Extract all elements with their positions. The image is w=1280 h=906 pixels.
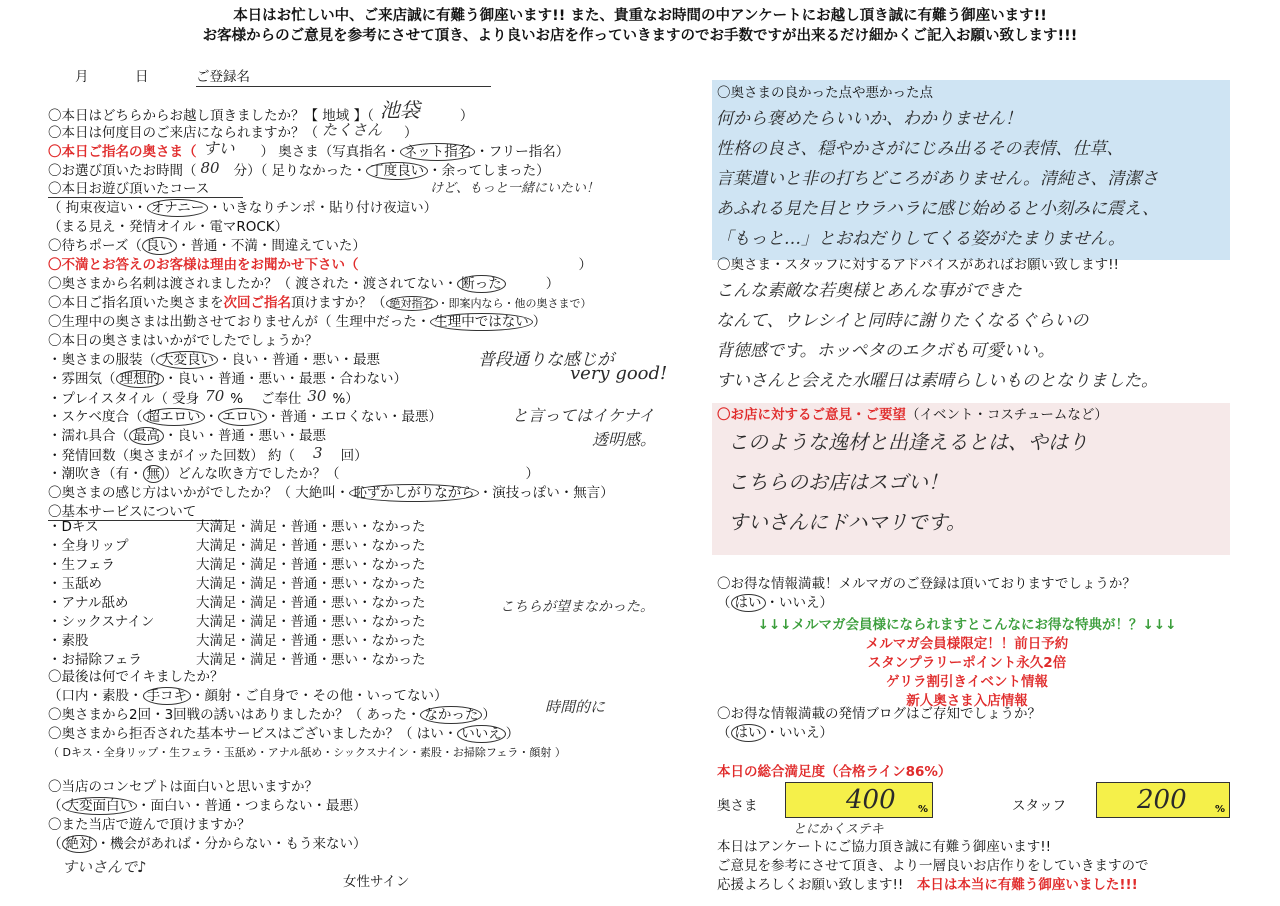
selected-mail: はい: [731, 594, 766, 612]
note-again: すいさんで♪: [62, 858, 147, 876]
good-bad-line: あふれる見た目とウラハラに感じ始めると小刻みに震え、: [716, 199, 1160, 219]
good-bad-title: 〇奥さまの良かった点や悪かった点: [717, 85, 933, 101]
day-label: 日: [135, 69, 149, 85]
answer-girl: すい: [202, 139, 235, 158]
service-name: ・全身リップ: [48, 538, 129, 554]
q-how: 〇本日の奥さまはいかがでしたでしょうか？: [48, 333, 318, 349]
okusama-score: 400: [846, 785, 896, 815]
service-choice: 大満足・満足・普通・悪い・なかった: [196, 614, 426, 630]
blog-question: 〇お得な情報満載の発情ブログはご存知でしょうか？: [717, 706, 1041, 722]
staff-score-box: [1096, 782, 1230, 818]
good-bad-line: 言葉遣いと非の打ちどころがありません。清純さ、清潔さ: [716, 169, 1159, 189]
advice-line: こんな素敵な若奥様とあんな事ができた: [716, 281, 1022, 301]
selected-card: 断った: [457, 275, 506, 293]
selected-lewd-2: エロい: [218, 408, 267, 426]
service-row: [48, 613, 426, 631]
good-bad-line: 性格の良さ、穏やかさがにじみ出るその表情、仕草、: [716, 139, 1124, 159]
selected-pose: 良い: [142, 237, 177, 255]
q-area: 〇本日はどちらからお越し頂きましたか？【 地域 】（ 池袋 ）: [48, 98, 474, 124]
note-lewd-2: 透明感。: [592, 430, 657, 449]
selected-period: 生理中ではない: [430, 313, 533, 331]
q-style: ・プレイスタイル（ 受身 70 % ご奉仕 30 %）: [48, 387, 359, 407]
benefit-item: メルマガ会員様限定！！前日予約: [865, 636, 1069, 652]
q-again: 〇また当店で遊んで頂けますか？: [48, 817, 251, 833]
opinion-line: こちらのお店はスゴい！: [728, 470, 948, 494]
course-underline: [48, 197, 243, 198]
benefit-item: ゲリラ割引きイベント情報: [886, 674, 1048, 690]
q-refused-list: （ Dキス・全身リップ・生フェラ・玉舐め・アナル舐め・シックスナイン・素股・お掃除フェラ・顔射 ）: [48, 746, 566, 759]
selected-course: オナニー: [147, 199, 208, 217]
service-row: [48, 537, 426, 555]
q-card: 〇奥さまから名刺は渡されましたか？（ 渡された・渡されてない・ 断った ）: [48, 276, 560, 292]
q-finish-opts: （口内・素股・ 手コキ ・顔射・ご自身で・その他・いってない）: [48, 688, 448, 704]
staff-unit: %: [1214, 804, 1225, 815]
q-complaint: 〇不満とお答えのお客様は理由をお聞かせ下さい（ ）: [48, 257, 592, 273]
q-pose: 〇待ちポーズ（ 良い ・普通・不満・間違えていた）: [48, 238, 366, 254]
q-atmos: ・雰囲気（ 理想的 ・良い・普通・悪い・最悪・合わない）: [48, 371, 407, 387]
staff-label: スタッフ: [1012, 798, 1066, 814]
benefit-item: 新人奥さま入店情報: [906, 693, 1028, 709]
okusama-score-box: [785, 782, 933, 818]
service-name: ・素股: [48, 633, 89, 649]
closing-3: 応援よろしくお願い致します!! 本日は本当に有難う御座いました!!!: [717, 877, 1138, 893]
service-choice: 大満足・満足・普通・悪い・なかった: [196, 538, 426, 554]
service-name: ・Dキス: [48, 519, 99, 535]
selected-lewd-1: 超エロい: [143, 408, 205, 426]
total-title: 本日の総合満足度（合格ライン86%）: [717, 764, 952, 780]
service-row: [48, 575, 426, 593]
q-lewd: ・スケベ度合（ 超エロい ・ エロい ・普通・エロくない・最悪）: [48, 409, 442, 425]
service-choice: 大満足・満足・普通・悪い・なかった: [196, 557, 426, 573]
header-line-1: 本日はお忙しい中、ご来店誠に有難う御座います!! また、貴重なお時間の中アンケートにお越し頂き誠に有難う御座います!!: [233, 8, 1047, 24]
selected-feel: 恥ずかしがりながら: [349, 484, 479, 502]
good-bad-line: 「もっと…」とおねだりしてくる姿がたまりません。: [716, 229, 1126, 249]
q-concept: 〇当店のコンセプトは面白いと思いますか？: [48, 779, 318, 795]
q-refused: 〇奥さまから拒否された基本サービスはございましたか？（ はい・ いいえ ）: [48, 726, 520, 742]
answer-style-serve: 30: [307, 387, 327, 405]
q-period: 〇生理中の奥さまは出勤させておりませんが（ 生理中だった・ 生理中ではない ）: [48, 314, 547, 330]
opinion-line: すいさんにドハマリです。: [728, 510, 966, 534]
sign-label: 女性サイン: [343, 874, 410, 890]
advice-line: すいさんと会えた水曜日は素晴らしいものとなりました。: [716, 371, 1158, 391]
service-choice: 大満足・満足・普通・悪い・なかった: [196, 595, 426, 611]
service-row: [48, 556, 426, 574]
q-basic: 〇基本サービスについて: [48, 504, 197, 520]
score-note: とにかくステキ: [793, 822, 884, 837]
note-clothes: 普段通りな感じが: [478, 350, 614, 370]
service-name: ・シックスナイン: [48, 614, 155, 630]
good-bad-line: 何から褒めたらいいか、わかりません！: [716, 109, 1022, 129]
service-name: ・玉舐め: [48, 576, 102, 592]
answer-visits: たくさん: [322, 121, 383, 139]
okusama-label: 奥さま: [717, 798, 758, 814]
header-line-2: お客様からのご意見を参考にさせて頂き、より良いお店を作っていきますのでお手数ですが出来るだけ細かくご記入お願い致します!!!: [202, 28, 1078, 44]
q-girl: 〇本日ご指名の奥さま（ すい ） 奥さま（写真指名・ ネット指名 ・フリー指名）: [48, 139, 570, 160]
advice-title: 〇奥さま・スタッフに対するアドバイスがあればお願い致します!!: [717, 257, 1119, 273]
note-lewd: と言ってはイケナイ: [512, 406, 655, 425]
closing-2: ご意見を参考にさせて頂き、より一層良いお店作りをしていきますので: [717, 858, 1149, 874]
service-choice: 大満足・満足・普通・悪い・なかった: [196, 652, 426, 668]
selected-time: 丁度良い: [366, 162, 428, 180]
q-next: 〇本日ご指名頂いた奥さまを次回ご指名頂けますか？（ 絶対指名 ・即案内なら・他の奥さまで）: [48, 295, 592, 311]
selected-next: 絶対指名: [386, 296, 438, 311]
selected-wet: 最高: [129, 427, 164, 445]
service-row: [48, 651, 426, 669]
selected-again: 絶対: [62, 835, 97, 853]
opinion-line: このような逸材と出逢えるとは、やはり: [728, 430, 1088, 454]
answer-area: 池袋: [379, 98, 420, 122]
selected-finish: 手コキ: [143, 687, 192, 705]
advice-line: 背徳感です。ホッペタのエクボも可愛いい。: [716, 341, 1055, 361]
q-course-opts2: （まる見え・発情オイル・電マROCK）: [48, 219, 289, 235]
service-row: [48, 518, 426, 536]
benefit-item: スタンプラリーポイント永久2倍: [867, 655, 1067, 671]
q-wet: ・濡れ具合（ 最高 ・良い・普通・悪い・最悪: [48, 428, 326, 444]
note-services: こちらが望まなかった。: [500, 599, 654, 615]
selected-squirt: 無: [143, 465, 165, 483]
selected-clothes: 大変良い: [156, 351, 218, 369]
q-time: 〇お選び頂いたお時間（ 80 分）（ 足りなかった・ 丁度良い ・余ってしまった）: [48, 159, 550, 179]
mail-question: 〇お得な情報満載！メルマガのご登録は頂いておりますでしょうか？: [717, 576, 1136, 592]
selected-refused: いいえ: [457, 725, 506, 743]
q-feel: 〇奥さまの感じ方はいかがでしたか？（ 大絶叫・ 恥ずかしがりながら ・演技っぽい・無言）: [48, 485, 614, 501]
q-course-opts1: （ 拘束夜這い・ オナニー ・いきなりチンポ・貼り付け夜這い）: [48, 200, 438, 216]
service-row: [48, 632, 426, 650]
mail-options: （ はい ・いいえ）: [717, 595, 833, 611]
selected-concept: 大変面白い: [62, 797, 138, 815]
service-name: ・お掃除フェラ: [48, 652, 142, 668]
selected-blog: はい: [731, 724, 766, 742]
answer-time: 80: [200, 159, 220, 177]
q-climax: ・発情回数（奥さまがイッた回数） 約（ 3 回）: [48, 444, 368, 464]
blog-options: （ はい ・いいえ）: [717, 725, 833, 741]
service-choice: 大満足・満足・普通・悪い・なかった: [196, 519, 426, 535]
q-squirt: ・潮吹き（有・ 無 ）どんな吹き方でしたか？（ ）: [48, 466, 539, 482]
advice-line: なんて、ウレシイと同時に謝りたくなるぐらいの: [716, 311, 1089, 331]
q-concept-opts: （ 大変面白い ・面白い・普通・つまらない・最悪）: [48, 798, 367, 814]
member-line: ↓↓↓メルマガ会員様になられますとこんなにお得な特典が！？↓↓↓: [757, 617, 1177, 633]
opinion-title: 〇お店に対するご意見・ご要望（イベント・コスチュームなど）: [717, 407, 1108, 423]
q-course: 〇本日お遊び頂いたコース: [48, 181, 210, 197]
note-clothes-2: very good!: [570, 363, 668, 384]
q-visits: 〇本日は何度目のご来店になられますか？（ たくさん ）: [48, 121, 418, 141]
service-name: ・生フェラ: [48, 557, 115, 573]
q-round2: 〇奥さまから2回・3回戦の誘いはありましたか？（ あった・ なかった ）: [48, 707, 496, 723]
okusama-unit: %: [917, 804, 928, 815]
answer-style-passive: 70: [205, 387, 225, 405]
q-clothes: ・奥さまの服装（ 大変良い ・良い・普通・悪い・最悪: [48, 352, 380, 368]
service-choice: 大満足・満足・普通・悪い・なかった: [196, 633, 426, 649]
service-name: ・アナル舐め: [48, 595, 129, 611]
closing-1: 本日はアンケートにご協力頂き誠に有難う御座います!!: [717, 839, 1052, 855]
answer-climax: 3: [313, 444, 323, 462]
registered-name-label: ご登録名: [196, 69, 250, 85]
q-finish: 〇最後は何でイキましたか？: [48, 669, 224, 685]
selected-round2: なかった: [420, 706, 482, 724]
month-label: 月: [75, 69, 89, 85]
service-choice: 大満足・満足・普通・悪い・なかった: [196, 576, 426, 592]
selected-net: ネット指名: [400, 143, 476, 161]
note-round2: 時間的に: [545, 698, 606, 716]
staff-score: 200: [1137, 785, 1187, 815]
service-row: [48, 594, 426, 612]
selected-atmos: 理想的: [116, 370, 165, 388]
q-again-opts: （ 絶対 ・機会があれば・分からない・もう来ない）: [48, 836, 367, 852]
name-underline: [196, 86, 491, 87]
note-time: けど、もっと一緒にいたい！: [430, 181, 600, 196]
